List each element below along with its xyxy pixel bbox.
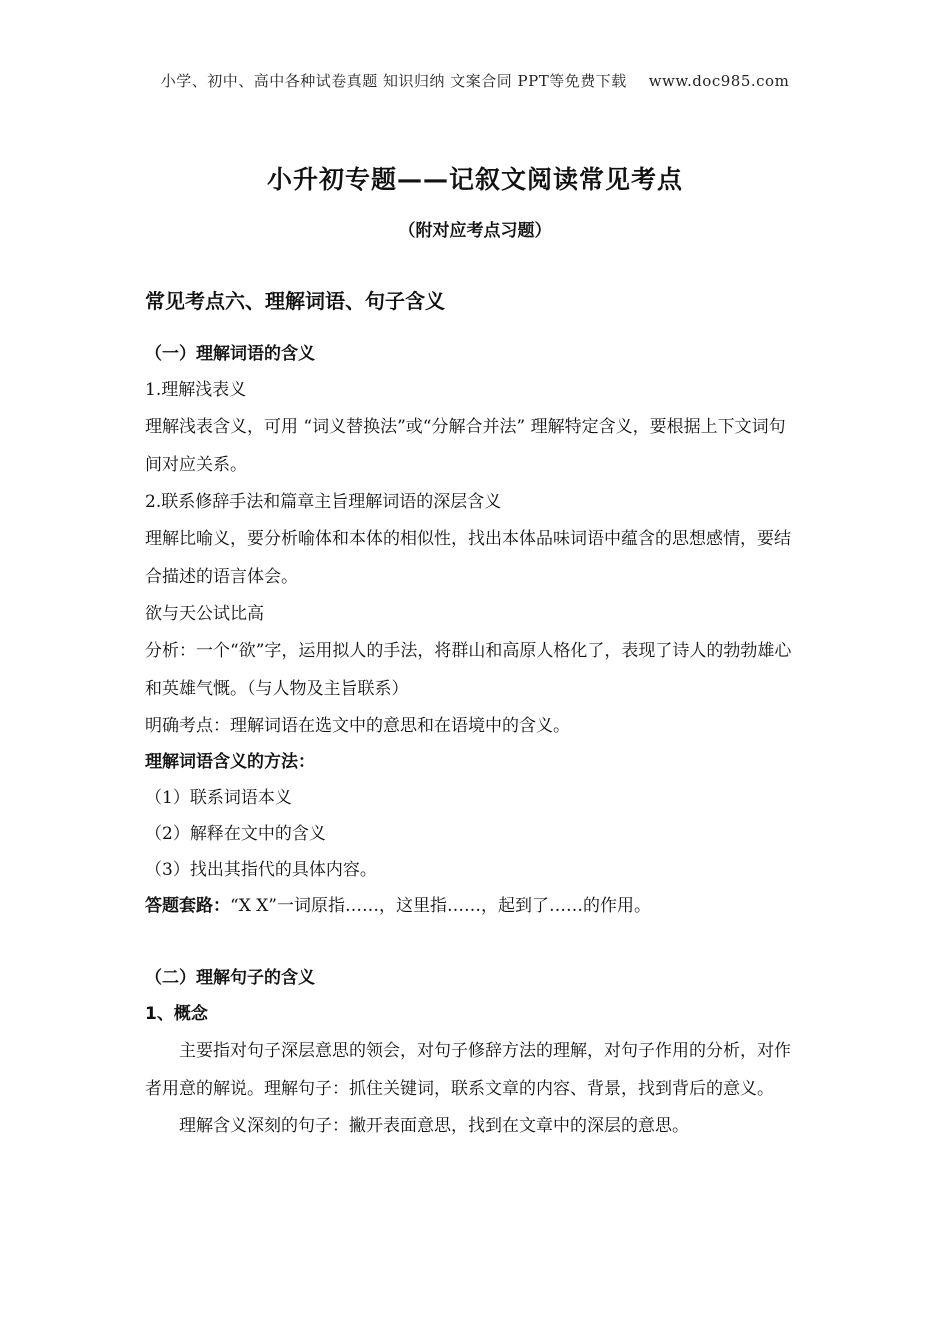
header-text: 小学、初中、高中各种试卷真题 知识归纳 文案合同 PPT等免费下载 [160, 72, 627, 90]
document-body [145, 286, 800, 1144]
method-item-1: （1）联系词语本义 [145, 788, 292, 808]
part2-heading: （二）理解句子的含义 [145, 968, 315, 988]
part1-heading: （一）理解词语的含义 [145, 344, 315, 364]
answer-template-text: “X X”一词原指……，这里指……，起到了……的作用。 [230, 896, 651, 916]
part1-analysis: 分析：一个“欲”字，运用拟人的手法，将群山和高原人格化了，表现了诗人的勃勃雄心和英雄气慨。（与人物及主旨联系） [145, 641, 792, 699]
answer-template-label: 答题套路： [145, 896, 230, 916]
method-item-3: （3）找出其指代的具体内容。 [145, 860, 377, 880]
part1-para1: 理解浅表含义，可用 “词义替换法”或“分解合并法” 理解特定含义，要根据上下文词句间对应关系。 [145, 417, 786, 475]
part2-subheading: 1、概念 [145, 1004, 208, 1024]
method-heading: 理解词语含义的方法： [145, 752, 315, 772]
part1-item2: 2.联系修辞手法和篇章主旨理解词语的深层含义 [145, 492, 502, 512]
part2-para1: 主要指对句子深层意思的领会，对句子修辞方法的理解，对句子作用的分析，对作者用意的解说。理解句子：抓住关键词，联系文章的内容、背景，找到背后的意义。 [145, 1041, 791, 1099]
part2-para2: 理解含义深刻的句子：撇开表面意思，找到在文章中的深层的意思。 [179, 1116, 689, 1136]
part1-para2: 理解比喻义，要分析喻体和本体的相似性，找出本体品味词语中蕴含的思想感情，要结合描述的语言体会。 [145, 529, 791, 587]
part1-example: 欲与天公试比高 [145, 604, 264, 624]
method-item-2: （2）解释在文中的含义 [145, 824, 326, 844]
header-site: www.doc985.com [648, 72, 790, 90]
document-title: 小升初专题——记叙文阅读常见考点 [266, 165, 683, 194]
spacer [145, 924, 800, 960]
answer-template [145, 888, 800, 924]
page-header [0, 70, 950, 91]
part1-point: 明确考点：理解词语在选文中的意思和在语境中的含义。 [145, 716, 570, 736]
document-subtitle: （附对应考点习题） [398, 221, 552, 241]
section-heading: 常见考点六、理解词语、句子含义 [145, 289, 445, 313]
part1-item1: 1.理解浅表义 [145, 380, 247, 400]
